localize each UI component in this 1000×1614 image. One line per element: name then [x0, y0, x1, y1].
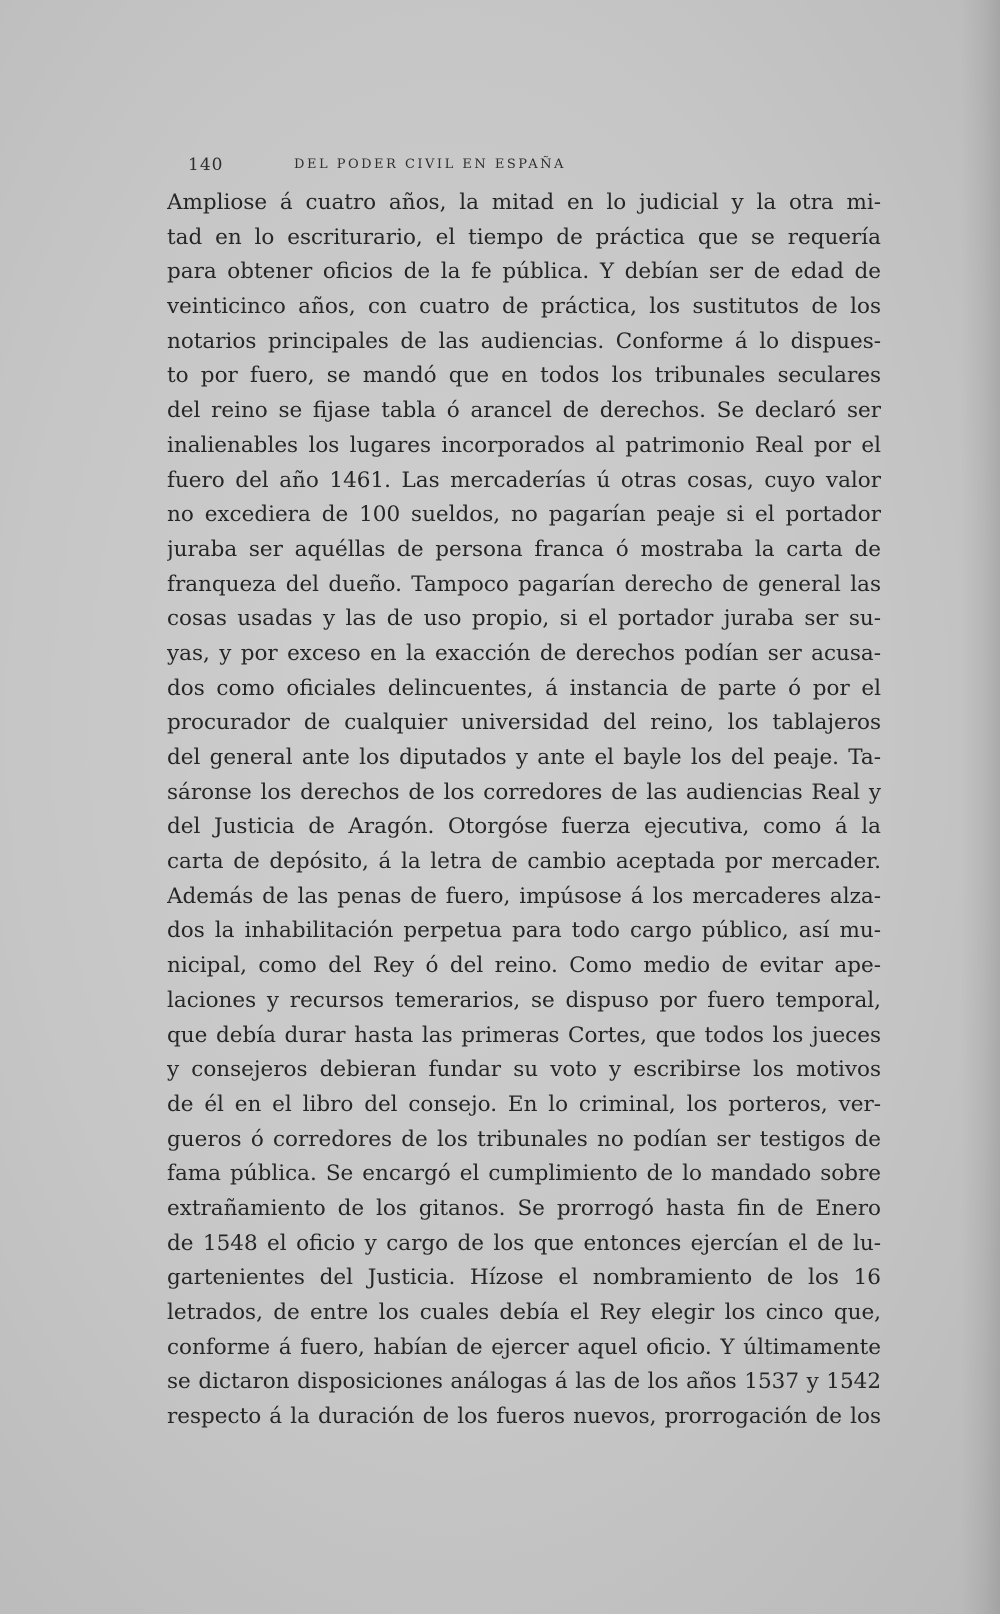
text-line: que debía durar hasta las primeras Cortes, que todos los jueces — [167, 1022, 881, 1048]
page-gutter-shadow — [960, 0, 1000, 1614]
text-line: laciones y recursos temerarios, se dispuso por fuero temporal, — [167, 987, 881, 1013]
text-line: del general ante los diputados y ante el bayle los del peaje. Ta- — [167, 745, 881, 770]
page-header — [180, 155, 880, 175]
text-line: del Justicia de Aragón. Otorgóse fuerza ejecutiva, como á la — [167, 814, 881, 840]
text-line: para obtener oficios de la fe pública. Y debían ser de edad de — [167, 259, 881, 285]
text-line: de él en el libro del consejo. En lo criminal, los porteros, ver- — [167, 1091, 881, 1117]
text-line: gartenientes del Justicia. Hízose el nombramiento de los 16 — [167, 1265, 881, 1291]
text-line: fuero del año 1461. Las mercaderías ú otras cosas, cuyo valor — [167, 467, 881, 493]
text-line: Ampliose á cuatro años, la mitad en lo judicial y la otra mi- — [167, 190, 881, 215]
text-line: veinticinco años, con cuatro de práctica, los sustitutos de los — [167, 294, 881, 320]
text-line: dos la inhabilitación perpetua para todo cargo público, así mu- — [167, 918, 881, 944]
text-line: yas, y por exceso en la exacción de derechos podían ser acusa- — [167, 640, 881, 666]
text-line: extrañamiento de los gitanos. Se prorrogó hasta fin de Enero — [167, 1195, 881, 1221]
text-line: dos como oficiales delincuentes, á instancia de parte ó por el — [167, 675, 881, 701]
text-line: gueros ó corredores de los tribunales no podían ser testigos de — [167, 1126, 881, 1152]
text-line: juraba ser aquéllas de persona franca ó mostraba la carta de — [167, 536, 881, 562]
text-line: letrados, de entre los cuales debía el Rey elegir los cinco que, — [167, 1300, 881, 1325]
page-number: 140 — [188, 155, 224, 175]
text-line: sáronse los derechos de los corredores de las audiencias Real y — [167, 779, 881, 805]
text-line: inalienables los lugares incorporados al patrimonio Real por el — [167, 432, 881, 458]
text-line: cosas usadas y las de uso propio, si el portador juraba ser su- — [167, 606, 881, 632]
running-title: DEL PODER CIVIL EN ESPAÑA — [294, 157, 566, 172]
text-line: y consejeros debieran fundar su voto y escribirse los motivos — [167, 1057, 881, 1083]
text-line: nicipal, como del Rey ó del reino. Como medio de evitar ape- — [167, 953, 881, 979]
text-line: no excediera de 100 sueldos, no pagarían peaje si el portador — [167, 502, 881, 528]
text-line: del reino se fijase tabla ó arancel de derechos. Se declaró ser — [167, 398, 881, 424]
body-text — [167, 186, 881, 1435]
text-line: carta de depósito, á la letra de cambio aceptada por mercader. — [167, 849, 881, 875]
text-line: franqueza del dueño. Tampoco pagarían derecho de general las — [167, 571, 881, 597]
text-line: to por fuero, se mandó que en todos los tribunales seculares — [167, 363, 881, 389]
text-line: de 1548 el oficio y cargo de los que entonces ejercían el de lu- — [167, 1230, 881, 1256]
text-line: notarios principales de las audiencias. Conforme á lo dispues- — [167, 328, 881, 354]
text-line: respecto á la duración de los fueros nuevos, prorrogación de los — [167, 1404, 881, 1430]
text-line: Además de las penas de fuero, impúsose á los mercaderes alza- — [167, 883, 881, 909]
text-line: se dictaron disposiciones análogas á las de los años 1537 y 1542 — [167, 1369, 881, 1395]
text-line: tad en lo escriturario, el tiempo de práctica que se requería — [167, 224, 881, 250]
text-line: fama pública. Se encargó el cumplimiento de lo mandado sobre — [167, 1161, 881, 1187]
text-line: procurador de cualquier universidad del reino, los tablajeros — [167, 710, 881, 736]
text-line: conforme á fuero, habían de ejercer aquel oficio. Y últimamente — [167, 1334, 881, 1360]
